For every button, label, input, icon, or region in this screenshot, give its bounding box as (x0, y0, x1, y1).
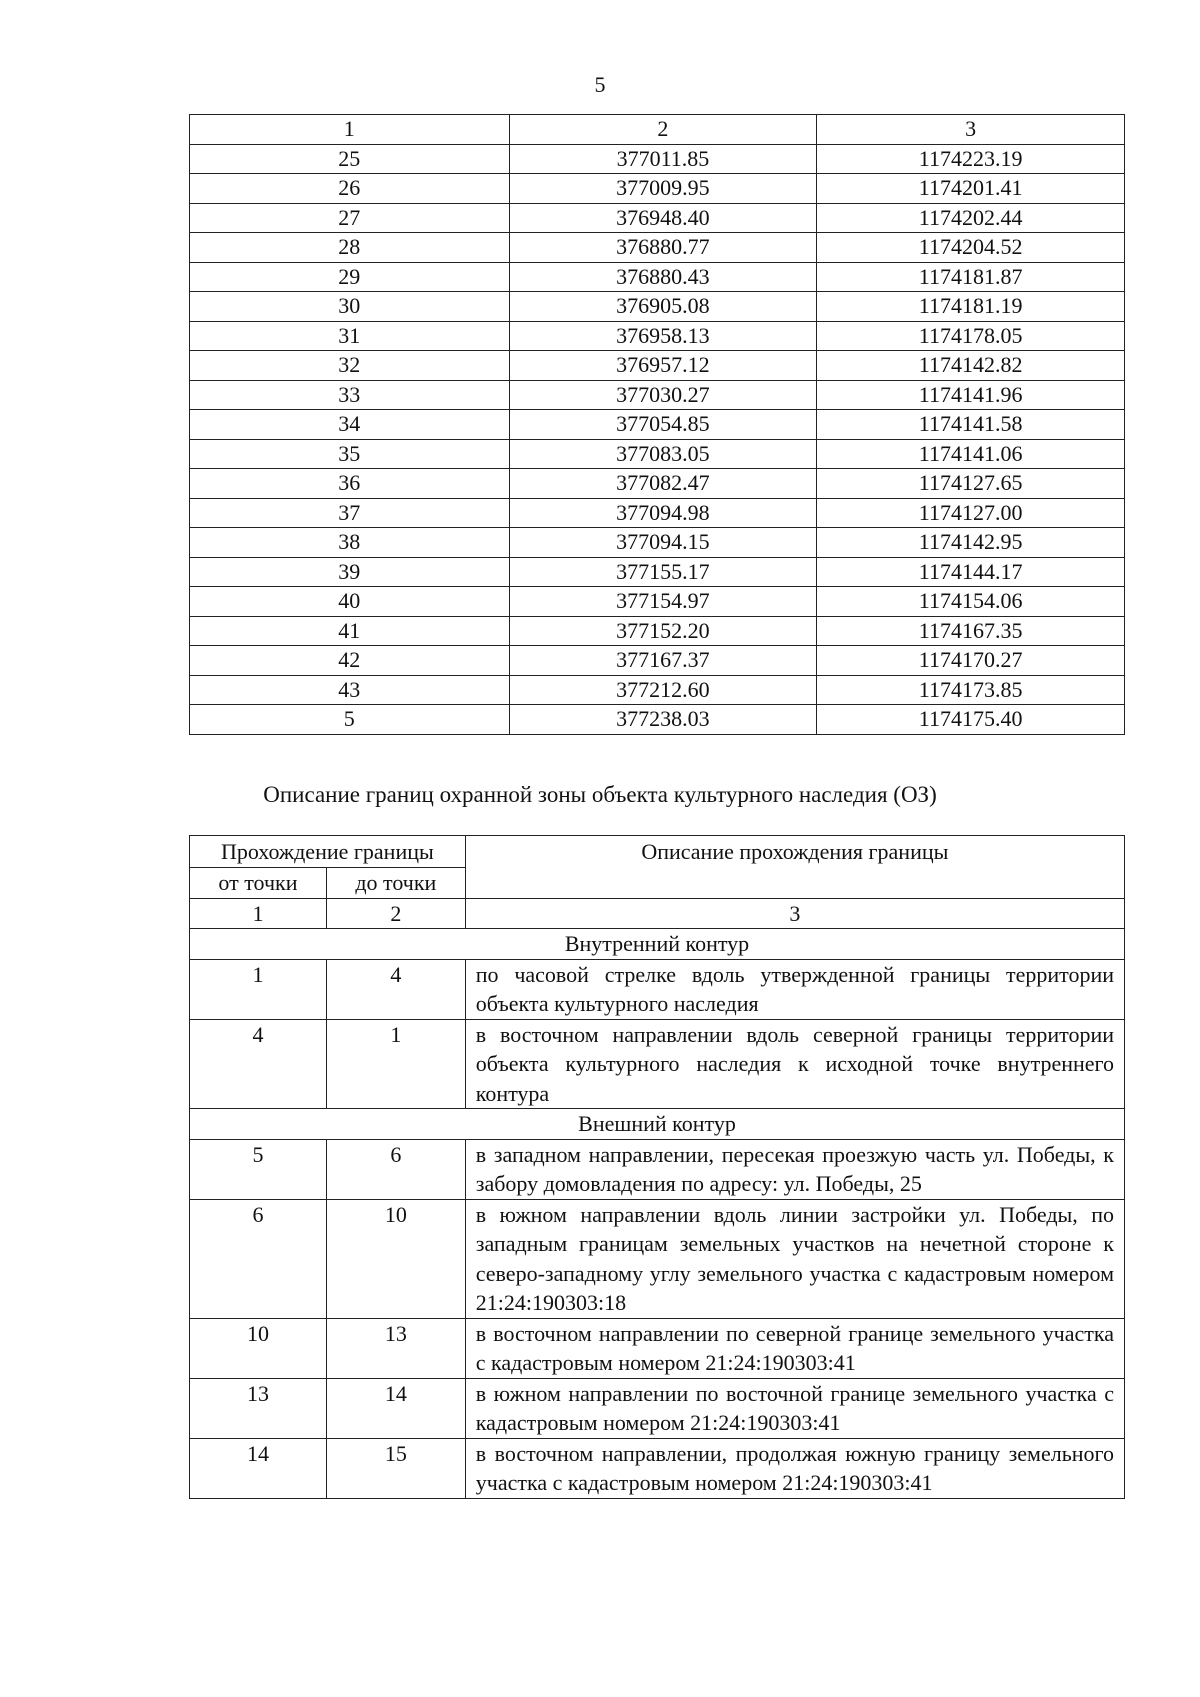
coordinates-row (190, 144, 1125, 174)
boundary-segment-row (190, 1019, 1125, 1109)
point-number-cell: 26 (190, 174, 510, 204)
x-coordinate-cell: 376948.40 (509, 203, 817, 233)
y-coordinate-cell: 1174167.35 (817, 616, 1125, 646)
from-point-cell: 1 (190, 959, 327, 1019)
y-coordinate-cell: 1174170.27 (817, 646, 1125, 676)
point-number-cell: 34 (190, 410, 510, 440)
point-number-cell: 28 (190, 233, 510, 263)
coordinates-row (190, 557, 1125, 587)
point-number-cell: 37 (190, 498, 510, 528)
x-coordinate-cell: 377011.85 (509, 144, 817, 174)
segment-description-cell: в южном направлении по восточной границе земельного участка с кадастровым номером 21:24:190303:41 (465, 1378, 1124, 1438)
to-point-cell: 6 (326, 1139, 465, 1199)
column-number-2: 2 (509, 115, 817, 145)
x-coordinate-cell: 377083.05 (509, 439, 817, 469)
from-point-cell: 5 (190, 1139, 327, 1199)
coordinates-row (190, 498, 1125, 528)
point-number-cell: 39 (190, 557, 510, 587)
from-point-cell: 4 (190, 1019, 327, 1109)
to-point-cell: 1 (326, 1019, 465, 1109)
boundary-passage-header: Прохождение границы (190, 836, 466, 868)
to-point-cell: 4 (326, 959, 465, 1019)
contour-section-title: Внешний контур (190, 1109, 1125, 1140)
point-number-cell: 5 (190, 705, 510, 735)
point-number-cell: 29 (190, 262, 510, 292)
coordinates-row (190, 203, 1125, 233)
from-point-header: от точки (190, 867, 327, 898)
boundary-segment-row (190, 959, 1125, 1019)
x-coordinate-cell: 377167.37 (509, 646, 817, 676)
y-coordinate-cell: 1174141.06 (817, 439, 1125, 469)
x-coordinate-cell: 377082.47 (509, 469, 817, 499)
x-coordinate-cell: 377009.95 (509, 174, 817, 204)
coordinates-row (190, 646, 1125, 676)
to-point-header: до точки (326, 867, 465, 898)
coordinates-row (190, 351, 1125, 381)
boundary-segment-row (190, 1139, 1125, 1199)
y-coordinate-cell: 1174173.85 (817, 675, 1125, 705)
boundary-segment-row (190, 1438, 1125, 1498)
coordinates-row (190, 587, 1125, 617)
coordinates-table (189, 114, 1125, 735)
x-coordinate-cell: 377030.27 (509, 380, 817, 410)
coordinates-row (190, 469, 1125, 499)
y-coordinate-cell: 1174142.82 (817, 351, 1125, 381)
coordinates-row (190, 675, 1125, 705)
y-coordinate-cell: 1174201.41 (817, 174, 1125, 204)
point-number-cell: 33 (190, 380, 510, 410)
x-coordinate-cell: 376958.13 (509, 321, 817, 351)
point-number-cell: 41 (190, 616, 510, 646)
coordinates-row (190, 262, 1125, 292)
description-header: Описание прохождения границы (465, 836, 1124, 899)
y-coordinate-cell: 1174154.06 (817, 587, 1125, 617)
point-number-cell: 32 (190, 351, 510, 381)
point-number-cell: 43 (190, 675, 510, 705)
y-coordinate-cell: 1174223.19 (817, 144, 1125, 174)
page-number: 5 (594, 72, 606, 97)
y-coordinate-cell: 1174144.17 (817, 557, 1125, 587)
y-coordinate-cell: 1174142.95 (817, 528, 1125, 558)
segment-description-cell: в восточном направлении по северной границе земельного участка с кадастровым номером 21:24:190303:41 (465, 1318, 1124, 1378)
x-coordinate-cell: 377212.60 (509, 675, 817, 705)
coordinates-row (190, 292, 1125, 322)
x-coordinate-cell: 377152.20 (509, 616, 817, 646)
from-point-cell: 14 (190, 1438, 327, 1498)
to-point-cell: 13 (326, 1318, 465, 1378)
contour-section-row (190, 1109, 1125, 1140)
column-number-2: 2 (326, 898, 465, 929)
point-number-cell: 36 (190, 469, 510, 499)
contour-section-title: Внутренний контур (190, 929, 1125, 960)
y-coordinate-cell: 1174178.05 (817, 321, 1125, 351)
description-header-row (190, 836, 1125, 868)
boundary-description-table (189, 835, 1125, 1499)
y-coordinate-cell: 1174202.44 (817, 203, 1125, 233)
from-point-cell: 10 (190, 1318, 327, 1378)
boundary-description-table-body (190, 836, 1125, 1499)
x-coordinate-cell: 377154.97 (509, 587, 817, 617)
x-coordinate-cell: 377094.98 (509, 498, 817, 528)
to-point-cell: 10 (326, 1199, 465, 1318)
coordinates-row (190, 233, 1125, 263)
y-coordinate-cell: 1174127.00 (817, 498, 1125, 528)
coordinates-header-row (190, 115, 1125, 145)
point-number-cell: 27 (190, 203, 510, 233)
to-point-cell: 14 (326, 1378, 465, 1438)
segment-description-cell: в восточном направлении, продолжая южную границу земельного участка с кадастровым номером 21:24:190303:41 (465, 1438, 1124, 1498)
column-number-3: 3 (817, 115, 1125, 145)
coordinates-row (190, 616, 1125, 646)
boundary-segment-row (190, 1318, 1125, 1378)
boundary-segment-row (190, 1199, 1125, 1318)
y-coordinate-cell: 1174175.40 (817, 705, 1125, 735)
column-number-1: 1 (190, 898, 327, 929)
contour-section-row (190, 929, 1125, 960)
x-coordinate-cell: 377238.03 (509, 705, 817, 735)
from-point-cell: 13 (190, 1378, 327, 1438)
y-coordinate-cell: 1174204.52 (817, 233, 1125, 263)
coordinates-row (190, 321, 1125, 351)
section-heading: Описание границ охранной зоны объекта культурного наследия (ОЗ) (263, 782, 937, 807)
x-coordinate-cell: 376880.43 (509, 262, 817, 292)
x-coordinate-cell: 376905.08 (509, 292, 817, 322)
point-number-cell: 38 (190, 528, 510, 558)
point-number-cell: 31 (190, 321, 510, 351)
coordinates-row (190, 705, 1125, 735)
y-coordinate-cell: 1174181.87 (817, 262, 1125, 292)
coordinates-row (190, 528, 1125, 558)
x-coordinate-cell: 377155.17 (509, 557, 817, 587)
point-number-cell: 42 (190, 646, 510, 676)
column-number-1: 1 (190, 115, 510, 145)
x-coordinate-cell: 376880.77 (509, 233, 817, 263)
point-number-cell: 40 (190, 587, 510, 617)
point-number-cell: 25 (190, 144, 510, 174)
point-number-cell: 35 (190, 439, 510, 469)
coordinates-row (190, 410, 1125, 440)
segment-description-cell: в западном направлении, пересекая проезжую часть ул. Победы, к забору домовладения по адресу: ул. Победы, 25 (465, 1139, 1124, 1199)
to-point-cell: 15 (326, 1438, 465, 1498)
coordinates-table-body (190, 115, 1125, 735)
y-coordinate-cell: 1174181.19 (817, 292, 1125, 322)
y-coordinate-cell: 1174141.96 (817, 380, 1125, 410)
point-number-cell: 30 (190, 292, 510, 322)
x-coordinate-cell: 376957.12 (509, 351, 817, 381)
coordinates-row (190, 380, 1125, 410)
description-column-numbers-row (190, 898, 1125, 929)
coordinates-row (190, 439, 1125, 469)
y-coordinate-cell: 1174141.58 (817, 410, 1125, 440)
from-point-cell: 6 (190, 1199, 327, 1318)
boundary-segment-row (190, 1378, 1125, 1438)
coordinates-row (190, 174, 1125, 204)
x-coordinate-cell: 377094.15 (509, 528, 817, 558)
segment-description-cell: в южном направлении вдоль линии застройки ул. Победы, по западным границам земельных участков на нечетной стороне к северо-западному углу земельного участка с кадастровым номером 21:24:190303:18 (465, 1199, 1124, 1318)
x-coordinate-cell: 377054.85 (509, 410, 817, 440)
column-number-3: 3 (465, 898, 1124, 929)
segment-description-cell: по часовой стрелке вдоль утвержденной границы территории объекта культурного наследия (465, 959, 1124, 1019)
segment-description-cell: в восточном направлении вдоль северной границы территории объекта культурного наследия к исходной точке внутреннего контура (465, 1019, 1124, 1109)
y-coordinate-cell: 1174127.65 (817, 469, 1125, 499)
